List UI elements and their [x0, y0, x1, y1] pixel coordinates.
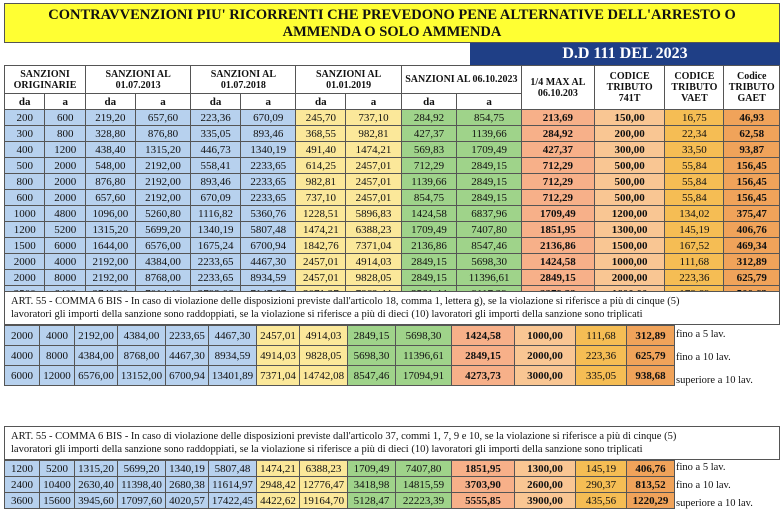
table-cell: 406,76	[724, 222, 780, 238]
table-cell: 12776,47	[300, 477, 348, 493]
table-cell: 4467,30	[166, 346, 209, 366]
table-cell: 8934,59	[209, 346, 257, 366]
table-cell: 2457,01	[257, 326, 300, 346]
table-cell: 22,34	[665, 126, 724, 142]
table-cell: 2192,00	[75, 326, 118, 346]
header-da: da	[85, 94, 135, 110]
table-cell: 93,87	[724, 142, 780, 158]
table-cell: 406,76	[627, 461, 675, 477]
title-line-2: AMMENDA O SOLO AMMENDA	[282, 24, 502, 40]
table-cell: 2400	[5, 477, 40, 493]
table-cell: 6000	[5, 366, 40, 386]
table-cell: 2849,15	[348, 326, 396, 346]
table-cell: 2000,00	[594, 270, 665, 286]
table-cell: 2457,01	[346, 158, 402, 174]
table-cell: 5200	[45, 222, 85, 238]
table-cell: 14815,59	[396, 477, 452, 493]
header-sanzioni-originarie: SANZIONI ORIGINARIE	[5, 66, 86, 94]
table-cell: 46,93	[724, 110, 780, 126]
title-line-1: CONTRAVVENZIONI PIU' RICORRENTI CHE PREVEDONO PENE ALTERNATIVE DELL'ARRESTO O	[48, 7, 736, 23]
table-cell: 5200	[40, 461, 75, 477]
table-cell: 1842,76	[296, 238, 346, 254]
table-cell: 2192,00	[135, 190, 191, 206]
table-cell: 1340,19	[166, 461, 209, 477]
table-cell: 2849,15	[401, 254, 457, 270]
table-cell: 1851,95	[522, 222, 595, 238]
table-cell: 7371,04	[346, 238, 402, 254]
table-cell: 1474,21	[296, 222, 346, 238]
table-cell: 600	[45, 110, 85, 126]
page-title	[4, 3, 780, 43]
table-cell: 6700,94	[166, 366, 209, 386]
table-cell: 2849,15	[522, 270, 595, 286]
table-cell: 446,73	[191, 142, 241, 158]
table-cell: 223,36	[576, 346, 627, 366]
header-a: a	[346, 94, 402, 110]
table-cell: 670,09	[240, 110, 296, 126]
worker-threshold-label: superiore a 10 lav.	[676, 375, 753, 386]
table-cell: 5128,47	[348, 493, 396, 509]
table-cell: 55,84	[665, 158, 724, 174]
table-cell: 2233,65	[240, 174, 296, 190]
table-cell: 548,00	[85, 158, 135, 174]
table-cell: 2457,01	[296, 254, 346, 270]
table-cell: 400	[5, 142, 45, 158]
header-a: a	[457, 94, 522, 110]
table-cell: 284,92	[522, 126, 595, 142]
table-cell: 111,68	[665, 254, 724, 270]
table-row	[5, 190, 780, 206]
table-cell: 5698,30	[457, 254, 522, 270]
table-cell: 9828,05	[346, 270, 402, 286]
header-a: a	[135, 94, 191, 110]
table-cell: 2192,00	[135, 158, 191, 174]
table-cell: 800	[45, 126, 85, 142]
table-cell: 8000	[40, 346, 75, 366]
table-cell: 335,05	[576, 366, 627, 386]
table-cell: 2849,15	[452, 346, 515, 366]
table-cell: 2000	[5, 254, 45, 270]
art37-multiplier-table	[4, 460, 675, 509]
table-cell: 600	[5, 190, 45, 206]
table-cell: 712,29	[522, 174, 595, 190]
table-cell: 1424,58	[522, 254, 595, 270]
table-cell: 4467,30	[209, 326, 257, 346]
table-cell: 625,79	[724, 270, 780, 286]
table-cell: 2233,65	[240, 158, 296, 174]
table-cell: 335,05	[191, 126, 241, 142]
table-cell: 3600	[5, 493, 40, 509]
table-cell: 145,19	[665, 222, 724, 238]
table-cell: 223,36	[191, 110, 241, 126]
header-sanzioni-2018: SANZIONI AL 01.07.2018	[191, 66, 296, 94]
table-cell: 569,83	[401, 142, 457, 158]
header-da: da	[191, 94, 241, 110]
table-cell: 1500,00	[594, 238, 665, 254]
table-cell: 491,40	[296, 142, 346, 158]
table-cell: 1200	[5, 222, 45, 238]
table-cell: 4000	[5, 346, 40, 366]
table-cell: 4000	[40, 326, 75, 346]
table-cell: 5896,83	[346, 206, 402, 222]
table-cell: 1139,66	[401, 174, 457, 190]
table-cell: 156,45	[724, 158, 780, 174]
table-cell: 1474,21	[346, 142, 402, 158]
table-cell: 2136,86	[401, 238, 457, 254]
table-cell: 1500	[5, 238, 45, 254]
table-cell: 2849,15	[457, 174, 522, 190]
table-cell: 14742,08	[300, 366, 348, 386]
art18-multiplier-table	[4, 325, 675, 386]
table-cell: 1474,21	[257, 461, 300, 477]
table-cell: 938,68	[627, 366, 675, 386]
header-a: a	[45, 94, 85, 110]
table-cell: 2630,40	[75, 477, 118, 493]
table-cell: 1675,24	[191, 238, 241, 254]
table-cell: 5698,30	[348, 346, 396, 366]
table-cell: 8768,00	[135, 270, 191, 286]
decree-banner: D.D 111 DEL 2023	[470, 43, 780, 65]
table-cell: 5260,80	[135, 206, 191, 222]
table-row	[5, 461, 675, 477]
table-cell: 4422,62	[257, 493, 300, 509]
table-cell: 8768,00	[118, 346, 166, 366]
header-codice-gaet: Codice TRIBUTO GAET	[724, 66, 780, 110]
table-row	[5, 142, 780, 158]
table-cell: 4020,57	[166, 493, 209, 509]
table-cell: 2233,65	[191, 254, 241, 270]
table-cell: 1139,66	[457, 126, 522, 142]
table-cell: 5699,20	[135, 222, 191, 238]
table-row	[5, 270, 780, 286]
table-cell: 625,79	[627, 346, 675, 366]
table-cell: 2233,65	[191, 270, 241, 286]
table-cell: 4914,03	[346, 254, 402, 270]
table-cell: 712,29	[522, 158, 595, 174]
note-line: ART. 55 - COMMA 6 BIS - In caso di violazione delle disposizioni previste dall'articolo 37, commi 1, 7, 9 e 10, se la violazione si riferisce a più di cinque (5)	[11, 431, 677, 442]
table-cell: 150,00	[594, 110, 665, 126]
table-cell: 435,56	[576, 493, 627, 509]
table-cell: 1340,19	[191, 222, 241, 238]
table-cell: 657,60	[135, 110, 191, 126]
table-cell: 2000	[45, 158, 85, 174]
table-cell: 1315,20	[75, 461, 118, 477]
table-cell: 7371,04	[257, 366, 300, 386]
table-cell: 4000	[45, 254, 85, 270]
table-cell: 5807,48	[240, 222, 296, 238]
table-cell: 500,00	[594, 158, 665, 174]
table-cell: 2600,00	[515, 477, 576, 493]
table-cell: 5698,30	[396, 326, 452, 346]
table-cell: 15600	[40, 493, 75, 509]
table-row	[5, 477, 675, 493]
table-cell: 1709,49	[457, 142, 522, 158]
header-da: da	[401, 94, 457, 110]
worker-threshold-label: superiore a 10 lav.	[676, 498, 753, 509]
table-cell: 4800	[45, 206, 85, 222]
table-cell: 55,84	[665, 174, 724, 190]
table-cell: 893,46	[240, 126, 296, 142]
table-cell: 3900,00	[515, 493, 576, 509]
header-sanzioni-2019: SANZIONI AL 01.01.2019	[296, 66, 401, 94]
table-cell: 8547,46	[348, 366, 396, 386]
table-cell: 438,40	[85, 142, 135, 158]
table-row	[5, 326, 675, 346]
table-cell: 1116,82	[191, 206, 241, 222]
table-cell: 2136,86	[522, 238, 595, 254]
table-cell: 893,46	[191, 174, 241, 190]
table-cell: 982,81	[296, 174, 346, 190]
table-cell: 2192,00	[85, 270, 135, 286]
table-cell: 11396,61	[396, 346, 452, 366]
table-cell: 1709,49	[348, 461, 396, 477]
table-cell: 300,00	[594, 142, 665, 158]
table-cell: 300	[5, 126, 45, 142]
table-cell: 737,10	[346, 110, 402, 126]
table-cell: 1000	[5, 206, 45, 222]
table-cell: 500,00	[594, 174, 665, 190]
main-sanctions-table	[4, 65, 780, 302]
table-cell: 7407,80	[457, 222, 522, 238]
table-cell: 1200,00	[594, 206, 665, 222]
table-cell: 1644,00	[85, 238, 135, 254]
header-sanzioni-2013: SANZIONI AL 01.07.2013	[85, 66, 190, 94]
table-cell: 1315,20	[135, 142, 191, 158]
table-cell: 2000	[45, 174, 85, 190]
table-cell: 8000	[45, 270, 85, 286]
table-cell: 813,52	[627, 477, 675, 493]
table-cell: 854,75	[457, 110, 522, 126]
table-cell: 11398,40	[118, 477, 166, 493]
table-cell: 1200	[5, 461, 40, 477]
table-cell: 1709,49	[401, 222, 457, 238]
table-cell: 427,37	[401, 126, 457, 142]
table-cell: 219,20	[85, 110, 135, 126]
table-cell: 200	[5, 110, 45, 126]
table-cell: 62,58	[724, 126, 780, 142]
table-cell: 1424,58	[452, 326, 515, 346]
table-cell: 2849,15	[457, 158, 522, 174]
note-line: lavoratori gli importi della sanzione sono raddoppiati, se la violazione si riferisce a più di dieci (10) lavoratori gli importi della sanzione sono triplicati	[11, 444, 643, 455]
table-cell: 1709,49	[522, 206, 595, 222]
table-cell: 134,02	[665, 206, 724, 222]
table-cell: 800	[5, 174, 45, 190]
table-cell: 9828,05	[300, 346, 348, 366]
table-cell: 312,89	[627, 326, 675, 346]
table-row	[5, 158, 780, 174]
table-cell: 6700,94	[240, 238, 296, 254]
table-cell: 1000,00	[515, 326, 576, 346]
table-cell: 670,09	[191, 190, 241, 206]
table-cell: 4467,30	[240, 254, 296, 270]
table-cell: 22223,39	[396, 493, 452, 509]
note-art55-art18	[4, 291, 780, 325]
table-cell: 1096,00	[85, 206, 135, 222]
table-cell: 328,80	[85, 126, 135, 142]
table-cell: 4384,00	[75, 346, 118, 366]
header-da: da	[5, 94, 45, 110]
table-cell: 469,34	[724, 238, 780, 254]
table-cell: 1424,58	[401, 206, 457, 222]
table-cell: 500	[5, 158, 45, 174]
note-line: ART. 55 - COMMA 6 BIS - In caso di violazione delle disposizioni previste dall'articolo 18, comma 1, lettera g), se la violazione si riferisce a più di cinque (5)	[11, 296, 680, 307]
table-cell: 1315,20	[85, 222, 135, 238]
table-cell: 156,45	[724, 190, 780, 206]
table-cell: 5555,85	[452, 493, 515, 509]
table-cell: 200,00	[594, 126, 665, 142]
table-cell: 614,25	[296, 158, 346, 174]
table-cell: 16,75	[665, 110, 724, 126]
table-cell: 3703,90	[452, 477, 515, 493]
table-cell: 284,92	[401, 110, 457, 126]
table-cell: 11396,61	[457, 270, 522, 286]
worker-threshold-label: fino a 5 lav.	[676, 462, 726, 473]
table-cell: 368,55	[296, 126, 346, 142]
table-cell: 2233,65	[240, 190, 296, 206]
table-cell: 17094,91	[396, 366, 452, 386]
table-row	[5, 346, 675, 366]
table-cell: 876,80	[85, 174, 135, 190]
table-cell: 167,52	[665, 238, 724, 254]
table-cell: 7407,80	[396, 461, 452, 477]
table-cell: 6388,23	[346, 222, 402, 238]
table-cell: 12000	[40, 366, 75, 386]
table-cell: 11614,97	[209, 477, 257, 493]
header-sanzioni-2023: SANZIONI AL 06.10.2023	[401, 66, 521, 94]
header-a: a	[240, 94, 296, 110]
table-cell: 55,84	[665, 190, 724, 206]
table-cell: 1851,95	[452, 461, 515, 477]
table-cell: 854,75	[401, 190, 457, 206]
table-cell: 2000	[45, 190, 85, 206]
table-row	[5, 174, 780, 190]
table-cell: 427,37	[522, 142, 595, 158]
table-cell: 2000	[5, 270, 45, 286]
header-da: da	[296, 94, 346, 110]
table-cell: 6000	[45, 238, 85, 254]
table-cell: 3000,00	[515, 366, 576, 386]
table-cell: 290,37	[576, 477, 627, 493]
table-cell: 2457,01	[346, 190, 402, 206]
table-row	[5, 206, 780, 222]
table-row	[5, 238, 780, 254]
table-cell: 1300,00	[515, 461, 576, 477]
table-row	[5, 110, 780, 126]
table-cell: 213,69	[522, 110, 595, 126]
table-cell: 1300,00	[594, 222, 665, 238]
table-cell: 982,81	[346, 126, 402, 142]
table-cell: 6576,00	[75, 366, 118, 386]
table-cell: 3945,60	[75, 493, 118, 509]
table-cell: 2849,15	[457, 190, 522, 206]
header-quarter-max: 1/4 MAX AL 06.10.203	[522, 66, 595, 110]
table-cell: 2192,00	[85, 254, 135, 270]
table-cell: 245,70	[296, 110, 346, 126]
note-line: lavoratori gli importi della sanzione sono raddoppiati, se la violazione si riferisce a più di dieci (10) lavoratori gli importi della sanzione sono triplicati	[11, 309, 643, 320]
table-cell: 17097,60	[118, 493, 166, 509]
table-cell: 3418,98	[348, 477, 396, 493]
table-cell: 1228,51	[296, 206, 346, 222]
table-cell: 375,47	[724, 206, 780, 222]
table-row	[5, 493, 675, 509]
table-cell: 737,10	[296, 190, 346, 206]
table-cell: 657,60	[85, 190, 135, 206]
note-art55-art37	[4, 426, 780, 460]
table-row	[5, 222, 780, 238]
table-cell: 558,41	[191, 158, 241, 174]
worker-threshold-label: fino a 10 lav.	[676, 352, 731, 363]
table-cell: 111,68	[576, 326, 627, 346]
table-cell: 145,19	[576, 461, 627, 477]
table-cell: 2457,01	[346, 174, 402, 190]
table-cell: 2457,01	[296, 270, 346, 286]
worker-threshold-label: fino a 10 lav.	[676, 480, 731, 491]
table-cell: 2849,15	[401, 270, 457, 286]
table-cell: 2680,38	[166, 477, 209, 493]
table-cell: 2000,00	[515, 346, 576, 366]
table-cell: 13401,89	[209, 366, 257, 386]
table-cell: 4384,00	[135, 254, 191, 270]
table-cell: 5360,76	[240, 206, 296, 222]
table-cell: 712,29	[401, 158, 457, 174]
table-cell: 2948,42	[257, 477, 300, 493]
table-cell: 712,29	[522, 190, 595, 206]
table-cell: 4273,73	[452, 366, 515, 386]
worker-threshold-label: fino a 5 lav.	[676, 329, 726, 340]
table-row	[5, 366, 675, 386]
table-cell: 2233,65	[166, 326, 209, 346]
table-row	[5, 254, 780, 270]
table-cell: 8547,46	[457, 238, 522, 254]
table-cell: 1200	[45, 142, 85, 158]
table-cell: 4914,03	[300, 326, 348, 346]
table-cell: 19164,70	[300, 493, 348, 509]
table-cell: 1340,19	[240, 142, 296, 158]
table-cell: 13152,00	[118, 366, 166, 386]
table-cell: 33,50	[665, 142, 724, 158]
table-cell: 2000	[5, 326, 40, 346]
table-cell: 223,36	[665, 270, 724, 286]
table-cell: 1000,00	[594, 254, 665, 270]
table-cell: 156,45	[724, 174, 780, 190]
table-cell: 5807,48	[209, 461, 257, 477]
table-cell: 4914,03	[257, 346, 300, 366]
table-cell: 6388,23	[300, 461, 348, 477]
table-cell: 500,00	[594, 190, 665, 206]
table-cell: 5699,20	[118, 461, 166, 477]
table-cell: 4384,00	[118, 326, 166, 346]
table-cell: 6576,00	[135, 238, 191, 254]
header-codice-vaet: CODICE TRIBUTO VAET	[665, 66, 724, 110]
header-codice-741t: CODICE TRIBUTO 741T	[594, 66, 665, 110]
table-cell: 17422,45	[209, 493, 257, 509]
table-row	[5, 126, 780, 142]
table-cell: 2192,00	[135, 174, 191, 190]
table-cell: 1220,29	[627, 493, 675, 509]
table-cell: 8934,59	[240, 270, 296, 286]
table-cell: 6837,96	[457, 206, 522, 222]
table-cell: 876,80	[135, 126, 191, 142]
table-cell: 10400	[40, 477, 75, 493]
table-cell: 312,89	[724, 254, 780, 270]
